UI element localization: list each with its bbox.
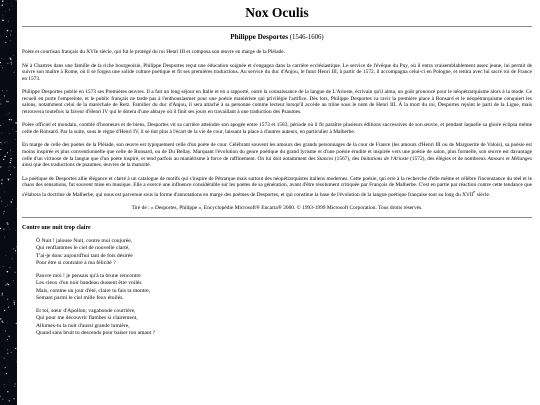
star [10, 160, 11, 161]
bio-paragraph-3: Philippe Desportes publie en 1573 ses Premières œuvres. Il a fait un long séjour en Italie et en a rapporté, outre la connaissance de la langue de L'Arioste, écrivain qu'il aima, un goût prononcé pour le néopétrarquisme alors à la mode. Ce recueil en porte l'empreinte, et le public français ne tarde pas à l'enthousiasmer pour une poésie maniériste qui privilégie l'artifice. Dès lors, Philippe Desportes va ravir la première place à Ronsard et le néopétrarquisme conquiert les salons, notamment celui de la maréchale de Retz. Familier du duc d'Anjou, il sera attaché à sa personne comme lecteur lorsqu'il accède au trône sous le nom de Henri III. À la mort du roi, Desportes rejoint le parti de la Ligue, mais retrouvera toutefois la faveur d'Henri IV qui le dotera d'une abbaye où il finit ses jours en travaillant à une traduction des Psaumes. [22, 89, 532, 115]
star [7, 353, 8, 354]
star [11, 119, 12, 120]
star [12, 129, 13, 130]
star [13, 55, 14, 56]
star [15, 250, 16, 251]
star [2, 90, 3, 91]
star [10, 174, 11, 175]
star [8, 179, 9, 180]
poem-line: Quand sans bruit tu descends pour baiser ton amant ? [36, 330, 156, 337]
star [9, 133, 10, 134]
star [9, 382, 10, 383]
star [11, 30, 12, 31]
bio-paragraph-5 [22, 142, 532, 168]
star [15, 272, 16, 273]
star [0, 103, 1, 104]
star [1, 179, 3, 181]
star [13, 300, 14, 301]
star [16, 131, 17, 132]
star [9, 57, 10, 58]
star [0, 149, 1, 150]
star [10, 158, 11, 159]
star [4, 192, 5, 193]
star [15, 122, 16, 123]
star [10, 40, 11, 41]
star [15, 383, 16, 384]
star [8, 227, 9, 228]
star [7, 30, 9, 32]
star [7, 271, 9, 273]
poem-stanza [36, 308, 532, 338]
bio-paragraph-6-tail: siècle. [475, 191, 491, 198]
star [7, 283, 8, 284]
star [4, 387, 5, 388]
star [14, 72, 15, 73]
star [12, 199, 13, 200]
star [6, 373, 7, 374]
star [11, 62, 12, 63]
star [0, 62, 1, 63]
page-content [22, 0, 532, 405]
star [2, 20, 4, 22]
bio-paragraph-2: Né à Chartres dans une famille de la riche bourgeoisie, Philippe Desportes reçut une éducation soignée et s'engagea dans la carrière ecclésiastique. Le service de l'évêque du Puy, où il entra vraisemblablement assez jeune, lui permit de suivre son maître à Rome, où il se forgea une solide culture poétique et fit ses premières traductions. Au service du duc d'Anjou, le futur Henri III, à partir de 1572, il accompagna celui-ci en Pologne, et rentra avec lui sacré roi de France en 1573. [22, 62, 532, 82]
star [14, 302, 15, 303]
star [6, 142, 7, 143]
star [2, 399, 3, 400]
poem-line: Allumes-tu la nuit d'aussi grande lumière, [36, 322, 130, 329]
poem-line: Les cieux d'un noir bandeau dussent être voilés [36, 280, 142, 287]
star [8, 21, 9, 22]
star [4, 211, 5, 212]
star [9, 119, 10, 120]
star [14, 167, 15, 168]
poem-line: T'ai-je donc aujourd'hui tant de fois désirée [36, 252, 133, 259]
poem-body [36, 238, 532, 338]
star [7, 115, 8, 116]
star [7, 299, 8, 300]
star [7, 222, 8, 223]
star [7, 205, 8, 206]
star [10, 178, 11, 179]
star [5, 284, 6, 285]
source-citation: Tiré de : « Desportes, Philippe », Encyclopédie Microsoft® Encarta® 2000. © 1993-1999 Microsoft Corporation. Tous droits réservés. [131, 205, 423, 212]
star [15, 348, 16, 349]
star [13, 280, 14, 281]
poem-line: Pour être si contraire à ma félicité ? [36, 260, 116, 267]
star [1, 321, 2, 322]
poem-stanza [36, 273, 532, 303]
star [1, 144, 2, 145]
star [7, 101, 8, 102]
star [10, 150, 11, 151]
starry-sidebar [0, 0, 17, 405]
star [1, 357, 2, 358]
poem-line: Et toi, sœur d'Apollon, vagabonde courrière, [36, 307, 136, 314]
star [16, 208, 17, 209]
poem-line: Qui renflammes le ciel de nouvelle clarté, [36, 245, 130, 252]
bio-paragraph-4: Poète officiel et mondain, comblé d'honneurs et de biens, Desportes vit sa carrière atteindre son apogée entre 1573 et 1583, période où il fit paraître plusieurs éditions successives de son œuvre, et pendant laquelle sa gloire éclipsa même celle de Ronsard. Par la suite, sous le règne d'Henri IV, il se tint plus à l'écart de la vie de cour, laissant la place à d'autres auteurs, en particulier à Malherbe. [22, 122, 532, 135]
star [13, 167, 14, 168]
author-dates: (1546-1606) [289, 34, 324, 41]
bio-paragraph-6-text: La poétique de Desportes allie élégance et clarté à un catalogue de motifs qui s'inspire de Pétrarque mais surtout des néopétrarquistes italiens modernes. Cette poésie, qui erre à la recherche d'elle même et célèbre l'inconstance du réel et le chaos des sensations, fut souvent mise en musique. Elle a exercé une influence considérable sur les poètes de sa génération, avant d'être résolument critiquée par François de Malherbe. C'est en partie par réaction contre cette tendance que s'élabora la doctrine de Malherbe, qui nous est parvenue sous la forme d'annotations en marge des poèmes de Desportes, et qui constitue la base de l'évolution de la langue poétique française tout au long du XVII [22, 175, 532, 198]
star [4, 142, 5, 143]
star [16, 323, 17, 325]
star [10, 166, 11, 167]
work-year-1: (1567), des [333, 155, 361, 162]
star [11, 352, 12, 353]
star [1, 294, 2, 295]
star [11, 201, 13, 203]
star [0, 142, 1, 143]
star [8, 336, 9, 337]
star [8, 284, 9, 285]
star [9, 229, 10, 230]
star [13, 398, 14, 399]
star [15, 230, 16, 231]
poem-title: Contre une nuit trop claire [22, 224, 91, 231]
star [9, 113, 10, 114]
star [0, 318, 2, 320]
star [15, 139, 16, 140]
star [7, 391, 8, 392]
author-heading [22, 33, 532, 42]
star [9, 267, 10, 268]
star [0, 99, 1, 100]
star [10, 59, 12, 61]
poem-line: Pauvre moi ! je pensais qu'à ta brune rencontre [36, 272, 141, 279]
star [0, 228, 1, 229]
star [4, 237, 5, 238]
star [4, 95, 5, 96]
star [1, 201, 2, 202]
star [7, 63, 8, 64]
star [10, 35, 11, 36]
star [3, 159, 4, 160]
bio-paragraph-1: Poète et courtisan français du XVIe siècle, qui fut le protégé du roi Henri III et composa son œuvre en marge de la Pléiade. [22, 49, 285, 55]
star [16, 361, 17, 362]
star [10, 162, 11, 163]
star [8, 178, 9, 179]
star [6, 101, 7, 102]
star [3, 123, 4, 124]
work-title-imitations: Imitations de l'Arioste [360, 155, 409, 162]
poem-stanza [36, 238, 532, 268]
star [9, 170, 10, 171]
star [11, 3, 12, 4]
work-title-amours: Amours et Mélanges [487, 155, 532, 162]
title-divider [22, 26, 532, 27]
work-title-stances: Stances [317, 155, 334, 162]
star [7, 349, 8, 350]
work-year-2: (1572), des élégies et de nombreux [408, 155, 488, 162]
star [11, 63, 12, 64]
star [16, 0, 17, 1]
star [5, 11, 6, 12]
bio-paragraph-6 [22, 176, 532, 198]
poem-line: Qui pour me découvrir flambes si clairement, [36, 315, 138, 322]
site-title: Nox Oculis [245, 5, 309, 20]
star [12, 6, 13, 7]
star [3, 213, 4, 214]
star [0, 125, 1, 126]
star [1, 65, 2, 66]
star [2, 67, 3, 68]
star [14, 304, 15, 305]
star [7, 223, 9, 225]
star [1, 58, 2, 59]
star [1, 183, 2, 184]
star [0, 396, 1, 397]
star [5, 206, 6, 207]
star [6, 36, 7, 37]
star [4, 384, 5, 385]
star [12, 259, 13, 260]
century-superscript: e [473, 188, 476, 194]
star [7, 152, 8, 153]
star [2, 133, 3, 134]
poem-line: Semant parmi le ciel mille feux étoilés. [36, 295, 124, 302]
star [0, 166, 1, 167]
poem-line: Ô Nuit ! jalouse Nuit, contre moi conjurée, [36, 237, 133, 244]
poem-line: Mais, comme un jour d'été, claire tu fais ta montre, [36, 287, 151, 294]
star [4, 310, 5, 311]
star [3, 15, 4, 16]
author-name: Philippe Desportes [230, 33, 288, 41]
star [14, 386, 15, 387]
bio-paragraph-5-tail: ainsi que des traductions de psaumes, œuvres de la maturité. [22, 162, 151, 169]
star [16, 246, 17, 247]
star [5, 330, 6, 331]
star [0, 197, 1, 198]
star [2, 322, 3, 323]
star-field-image [0, 0, 17, 405]
star [10, 155, 11, 156]
star [9, 400, 10, 401]
poem-divider [22, 217, 532, 218]
star [4, 156, 6, 158]
star [8, 307, 9, 308]
star [4, 358, 5, 359]
bio-paragraph-5-text: En marge de celle des poètes de la Pléiade, son œuvre est typiquement celle d'un poète de cour. Célébrant souvent les amours des grands personnages de la cour de France (les amours d'Henri III ou de Marguerite de Valois), sa poésie est moins inspirée et plus conventionnelle que celle de Ronsard, ou de Du Bellay. Marquant l'évolution du genre poétique du grand lyrisme et d'une poésie érudite et inspirée vers une poésie de salon, plus formelle, son œuvre est davantage celle d'un virtuose de la langue que d'un poète inspiré, et tend parfois au maniérisme à force de raffinement. On lui doit notamment des [22, 142, 532, 162]
star [2, 0, 3, 1]
star [2, 5, 3, 6]
star [6, 255, 7, 256]
star [2, 293, 3, 294]
star [3, 229, 4, 230]
star [7, 339, 8, 340]
star [3, 266, 4, 267]
star [9, 9, 10, 10]
star [6, 90, 7, 91]
star [5, 367, 6, 368]
star [5, 42, 6, 43]
star [13, 248, 14, 249]
star [8, 168, 9, 169]
